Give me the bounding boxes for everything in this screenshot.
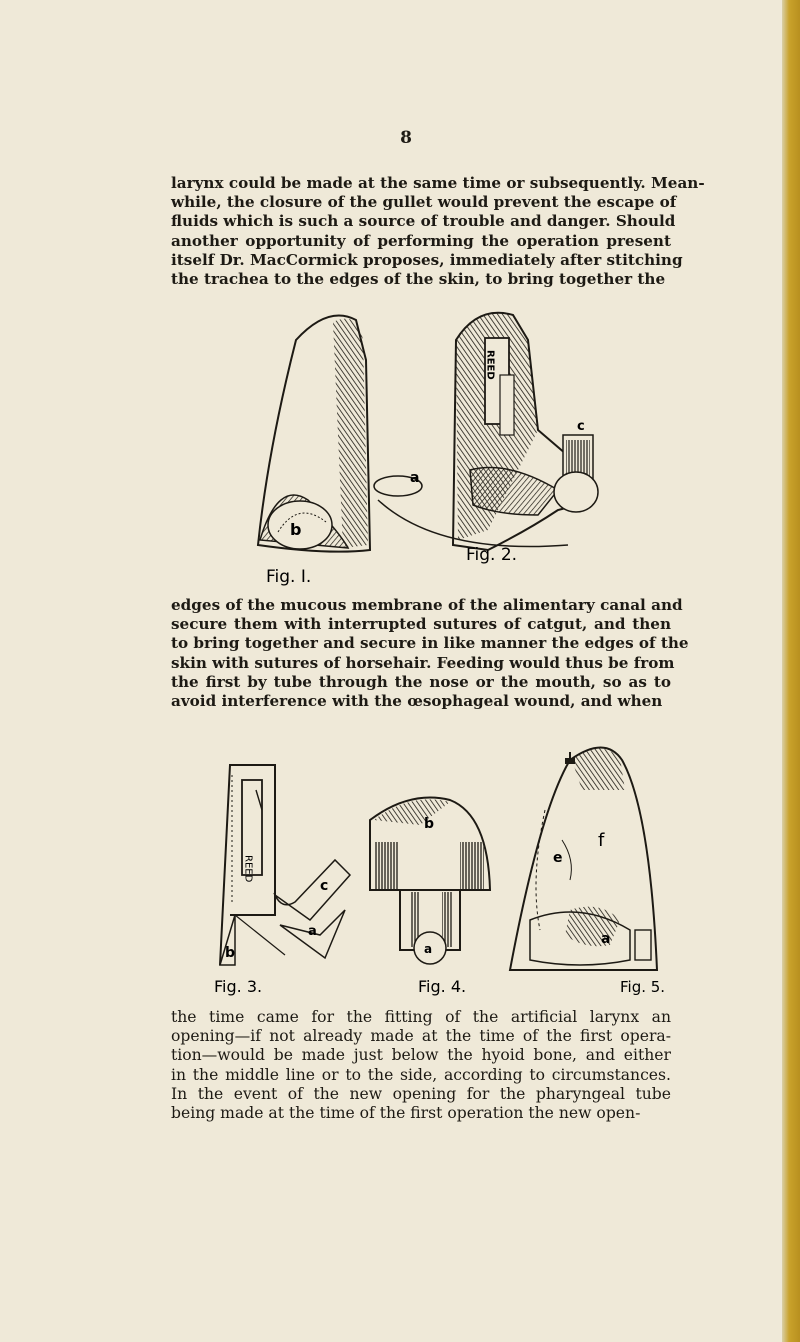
figure-3-4-5 <box>210 730 670 1000</box>
fig2-label: Fig. 2. <box>466 545 518 565</box>
figure-1-2 <box>238 300 618 590</box>
fig4-label-a: a <box>424 942 433 956</box>
text-line: skin with sutures of horsehair. Feeding would thus be from <box>171 653 675 672</box>
fig4-label: Fig. 4. <box>418 977 467 996</box>
fig4-label-b: b <box>424 816 435 832</box>
text-line: secure them with interrupted sutures of catgut, and then <box>171 615 671 634</box>
paragraph-2 <box>171 596 689 711</box>
text-line: tion—would be made just below the hyoid bone, and either <box>171 1046 671 1065</box>
page-number: 8 <box>400 128 412 148</box>
text-line: avoid interference with the œsophageal wound, and when <box>171 692 663 711</box>
fig1-label: Fig. I. <box>266 567 312 587</box>
label-a: a <box>410 470 420 486</box>
text-line: the trachea to the edges of the skin, to bring together the <box>171 270 666 289</box>
text-line: the time came for the fitting of the artificial larynx an <box>171 1008 671 1026</box>
fig3-label-a: a <box>308 924 317 939</box>
fig1-tube-drawing <box>258 316 370 552</box>
fig5-label-f: f <box>598 830 605 851</box>
paragraph-3 <box>171 1008 671 1123</box>
text-line: edges of the mucous membrane of the alimentary canal and <box>171 596 683 614</box>
label-b: b <box>290 520 302 539</box>
fig5-label: Fig. 5. <box>620 978 666 996</box>
fig3-label: Fig. 3. <box>214 977 263 996</box>
text-line: another opportunity of performing the operation present <box>171 231 671 250</box>
label-reed: REED <box>484 350 496 380</box>
fig3-label-reed: REED <box>242 855 254 883</box>
text-line: itself Dr. MacCormick proposes, immediately after stitching <box>171 250 683 269</box>
fig3-label-c: c <box>320 878 329 894</box>
paragraph-1 <box>171 174 705 289</box>
text-line: in the middle line or to the side, according to circumstances. <box>171 1065 671 1084</box>
text-line: opening—if not already made at the time of the first opera- <box>171 1027 671 1046</box>
text-line: In the event of the new opening for the pharyngeal tube <box>171 1084 671 1103</box>
fig3-drawing <box>220 765 350 965</box>
fig5-drawing <box>510 748 657 971</box>
text-line: while, the closure of the gullet would prevent the escape of <box>171 193 677 212</box>
fig3-label-b: b <box>225 945 236 961</box>
text-line: to bring together and secure in like manner the edges of the <box>171 634 689 653</box>
text-line: larynx could be made at the same time or subsequently. Mean- <box>171 174 705 192</box>
fig2-tube-drawing <box>374 313 598 550</box>
fig5-label-e: e <box>553 850 563 866</box>
text-line: being made at the time of the first operation the new open- <box>171 1104 641 1123</box>
page-edge <box>782 0 800 1342</box>
text-line: the first by tube through the nose or the mouth, so as to <box>171 672 671 691</box>
fig5-label-a: a <box>601 931 611 947</box>
text-line: fluids which is such a source of trouble and danger. Should <box>171 212 676 231</box>
label-c: c <box>577 419 585 434</box>
